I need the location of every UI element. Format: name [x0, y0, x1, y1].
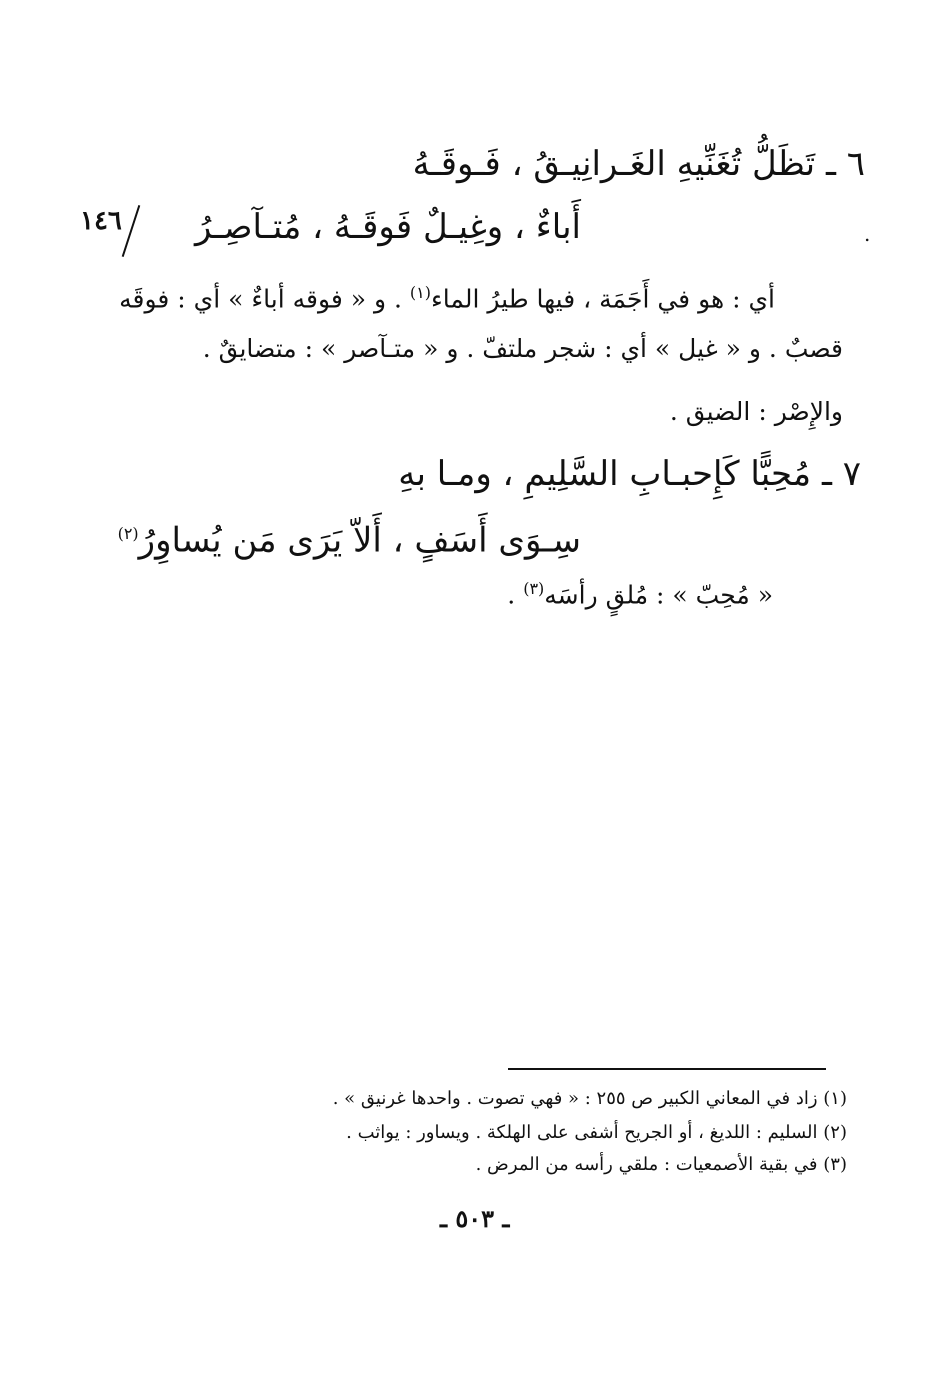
gloss-6-line-1-end: . و « فوقه أباءٌ » أي : فوقَه: [119, 284, 402, 314]
verse-6-line-2: أَباءٌ ، وغِيـلٌ فَوقَـهُ ، مُتـآصِـرُ: [194, 207, 581, 247]
verse-7-line-2: [118, 512, 581, 562]
gloss-7-end: .: [507, 580, 516, 610]
footnote-separator: [508, 1068, 826, 1070]
footnote-1: (١) زاد في المعاني الكبير ص ٢٥٥ : « فهي تصوت . واحدها غرنيق » .: [332, 1088, 847, 1109]
footnote-ref-3[interactable]: (٣): [523, 579, 545, 598]
gloss-6-line-2: قصبٌ . و « غيل » أي : شجر ملتفّ . و « متـآصر » : متضايقٌ .: [202, 334, 843, 363]
page-number: ـ ٥٠٣ ـ: [440, 1204, 510, 1233]
gloss-7: [507, 572, 773, 612]
gloss-6-line-3: والإِصْر : الضيق .: [669, 397, 843, 426]
footnote-ref-1[interactable]: (١): [409, 283, 432, 302]
margin-dot: .: [864, 222, 871, 246]
gloss-6-line-1: [119, 276, 775, 316]
verse-6-line-1: ٦ ـ تَظَلُّ تُغَنِّيهِ الغَـرانِيـقُ ، فَـوقَـهُ: [412, 144, 865, 184]
footnote-3: (٣) في بقية الأصمعيات : ملقي رأسه من المرض .: [475, 1154, 847, 1175]
footnote-ref-2[interactable]: (٢): [117, 524, 139, 543]
gloss-6-line-1-text: أي : هو في أَجَمَة ، فيها طيرُ الماء: [431, 284, 775, 314]
verse-7-line-1: ٧ ـ مُحِبًّا كَإِحبـابِ السَّلِيمِ ، ومـا بهِ: [398, 454, 861, 494]
verse-7-line-2-text: سِـوَى أَسَفٍ ، أَلاّ يَرَى مَن يُساوِرُ: [138, 520, 581, 561]
footnote-2: (٢) السليم : اللديغ ، أو الجريح أشفى على الهلكة . ويساور : يواثب .: [346, 1122, 847, 1143]
margin-page-reference: ١٤٦: [80, 206, 122, 236]
margin-slash: [122, 205, 141, 257]
gloss-7-text: « مُحِبّ » : مُلقٍ رأسَه: [544, 580, 773, 610]
